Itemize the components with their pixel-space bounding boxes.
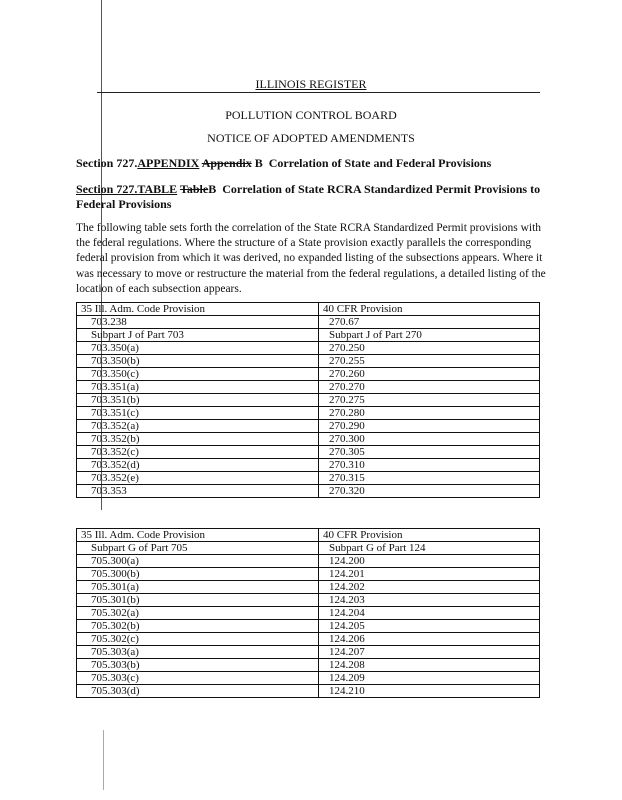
table-row xyxy=(77,407,540,420)
federal-provision-cell: 270.270 xyxy=(319,381,540,394)
table-header-row xyxy=(77,529,540,542)
state-provision-cell: 703.350(b) xyxy=(77,355,319,368)
header-state-provision: 35 Ill. Adm. Code Provision xyxy=(77,529,319,542)
state-provision-cell: 705.302(b) xyxy=(77,620,319,633)
state-provision-cell: 705.303(a) xyxy=(77,646,319,659)
federal-provision-cell: 270.290 xyxy=(319,420,540,433)
table-row xyxy=(77,459,540,472)
table-row xyxy=(77,420,540,433)
federal-provision-cell: 270.320 xyxy=(319,485,540,498)
federal-provision-cell: 124.201 xyxy=(319,568,540,581)
state-provision-cell: 703.351(b) xyxy=(77,394,319,407)
table-header-row xyxy=(77,303,540,316)
table-row xyxy=(77,316,540,329)
federal-provision-cell: 270.300 xyxy=(319,433,540,446)
section-heading-table: Section 727.TABLE TableB Correlation of State RCRA Standardized Permit Provisions to Federal Provisions xyxy=(76,182,541,211)
header-rule xyxy=(97,92,540,93)
table-row xyxy=(77,446,540,459)
correlation-table-part-705 xyxy=(76,528,540,698)
federal-provision-cell: Subpart J of Part 270 xyxy=(319,329,540,342)
state-provision-cell: 705.300(a) xyxy=(77,555,319,568)
table-row xyxy=(77,329,540,342)
federal-provision-cell: 270.310 xyxy=(319,459,540,472)
state-provision-cell: 705.303(d) xyxy=(77,685,319,698)
header-federal-provision: 40 CFR Provision xyxy=(319,529,540,542)
federal-provision-cell: Subpart G of Part 124 xyxy=(319,542,540,555)
scan-artifact-line xyxy=(103,730,104,790)
state-provision-cell: 705.302(c) xyxy=(77,633,319,646)
table-row xyxy=(77,555,540,568)
federal-provision-cell: 124.208 xyxy=(319,659,540,672)
notice-title: NOTICE OF ADOPTED AMENDMENTS xyxy=(207,131,415,145)
table-row xyxy=(77,581,540,594)
state-provision-cell: 703.352(d) xyxy=(77,459,319,472)
table-row xyxy=(77,568,540,581)
table-row xyxy=(77,485,540,498)
federal-provision-cell: 270.260 xyxy=(319,368,540,381)
state-provision-cell: 705.303(c) xyxy=(77,672,319,685)
table-row xyxy=(77,672,540,685)
table-row xyxy=(77,646,540,659)
state-provision-cell: 705.301(a) xyxy=(77,581,319,594)
state-provision-cell: 703.351(a) xyxy=(77,381,319,394)
federal-provision-cell: 270.315 xyxy=(319,472,540,485)
federal-provision-cell: 270.255 xyxy=(319,355,540,368)
federal-provision-cell: 124.210 xyxy=(319,685,540,698)
header-state-provision: 35 Ill. Adm. Code Provision xyxy=(77,303,319,316)
table-row xyxy=(77,394,540,407)
federal-provision-cell: 270.275 xyxy=(319,394,540,407)
state-provision-cell: 705.300(b) xyxy=(77,568,319,581)
state-provision-cell: Subpart G of Part 705 xyxy=(77,542,319,555)
state-provision-cell: 703.238 xyxy=(77,316,319,329)
federal-provision-cell: 124.203 xyxy=(319,594,540,607)
intro-paragraph: The following table sets forth the correlation of the State RCRA Standardized Permit provisions with the federal regulations. Where the structure of a State provision exactly parallels the corresponding federal provision from which it was derived, no expanded listing of the subsections appears. Where it was necessary to move or restructure the material from the federal regulations, a detailed listing of the location of each subsection appears. xyxy=(76,222,546,295)
table-row xyxy=(77,620,540,633)
table-row xyxy=(77,342,540,355)
federal-provision-cell: 124.209 xyxy=(319,672,540,685)
federal-provision-cell: 124.206 xyxy=(319,633,540,646)
state-provision-cell: 703.351(c) xyxy=(77,407,319,420)
table-row xyxy=(77,685,540,698)
federal-provision-cell: 124.205 xyxy=(319,620,540,633)
state-provision-cell: 703.352(a) xyxy=(77,420,319,433)
federal-provision-cell: 124.200 xyxy=(319,555,540,568)
table-row xyxy=(77,633,540,646)
register-title: ILLINOIS REGISTER xyxy=(255,77,367,91)
state-provision-cell: 703.350(c) xyxy=(77,368,319,381)
federal-provision-cell: 270.67 xyxy=(319,316,540,329)
federal-provision-cell: 270.280 xyxy=(319,407,540,420)
state-provision-cell: 703.352(b) xyxy=(77,433,319,446)
board-title: POLLUTION CONTROL BOARD xyxy=(225,108,397,122)
table-row xyxy=(77,542,540,555)
table-row xyxy=(77,607,540,620)
table-row xyxy=(77,472,540,485)
section-heading-appendix: Section 727.APPENDIX Appendix B Correlation of State and Federal Provisions xyxy=(76,156,492,170)
federal-provision-cell: 124.207 xyxy=(319,646,540,659)
header-federal-provision: 40 CFR Provision xyxy=(319,303,540,316)
table-row xyxy=(77,659,540,672)
table-row xyxy=(77,368,540,381)
state-provision-cell: 703.352(e) xyxy=(77,472,319,485)
state-provision-cell: 703.353 xyxy=(77,485,319,498)
table-row xyxy=(77,594,540,607)
table-row xyxy=(77,381,540,394)
state-provision-cell: 705.302(a) xyxy=(77,607,319,620)
state-provision-cell: 703.350(a) xyxy=(77,342,319,355)
federal-provision-cell: 270.305 xyxy=(319,446,540,459)
federal-provision-cell: 124.202 xyxy=(319,581,540,594)
federal-provision-cell: 124.204 xyxy=(319,607,540,620)
table-row xyxy=(77,355,540,368)
table-row xyxy=(77,433,540,446)
state-provision-cell: 705.303(b) xyxy=(77,659,319,672)
federal-provision-cell: 270.250 xyxy=(319,342,540,355)
correlation-table-part-703 xyxy=(76,302,540,498)
state-provision-cell: 703.352(c) xyxy=(77,446,319,459)
state-provision-cell: 705.301(b) xyxy=(77,594,319,607)
state-provision-cell: Subpart J of Part 703 xyxy=(77,329,319,342)
